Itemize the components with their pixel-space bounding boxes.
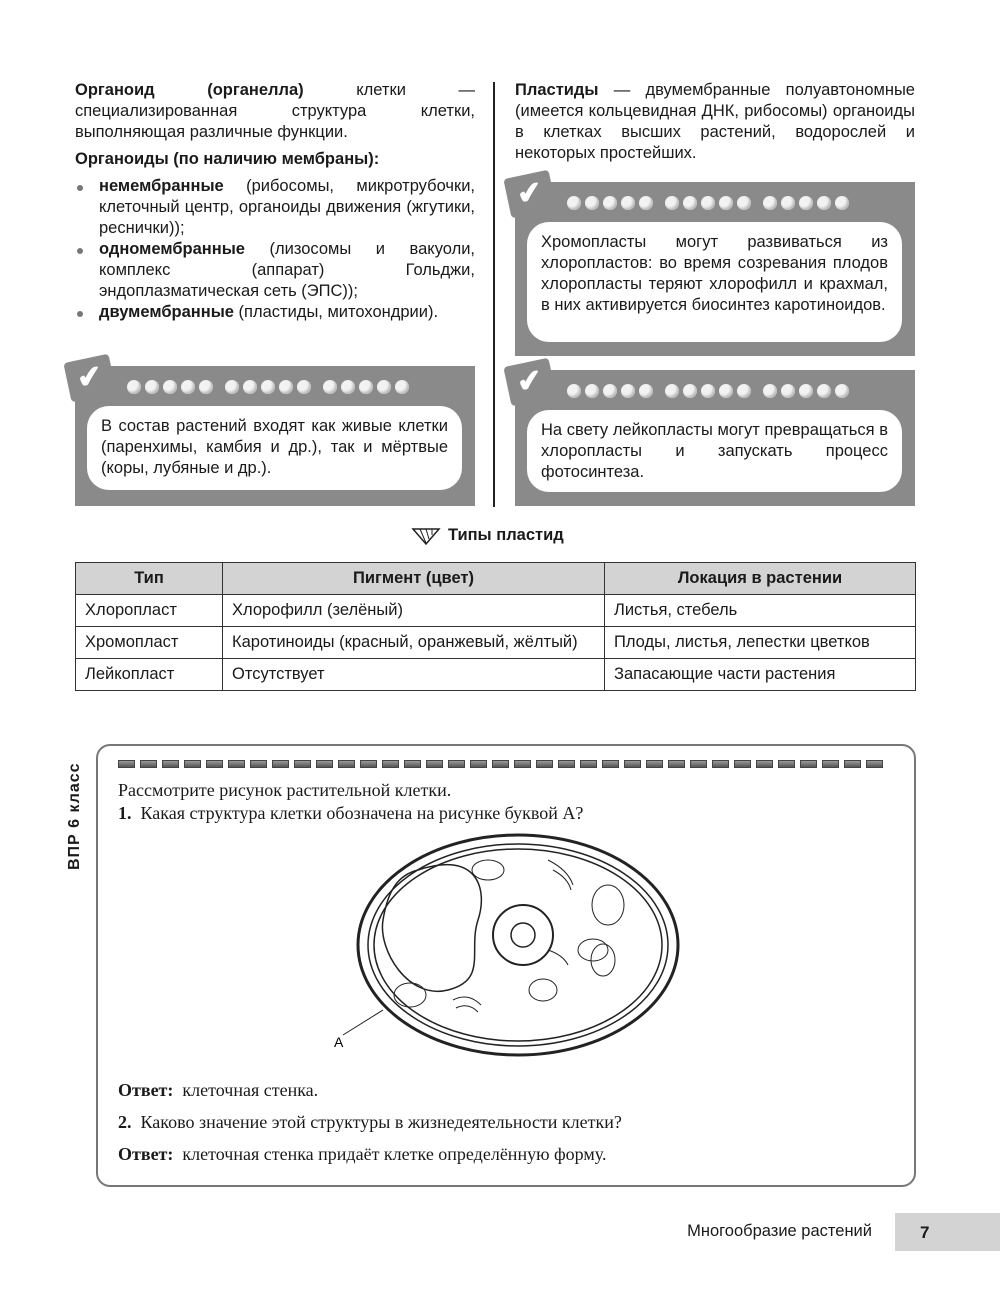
bar-mark xyxy=(250,760,267,768)
bar-mark xyxy=(646,760,663,768)
bar-mark xyxy=(184,760,201,768)
item-text: (рибосомы, микротрубочки, клеточный центр, органоиды движения (жгутики, реснички)); xyxy=(99,177,475,237)
dots-decoration xyxy=(567,384,849,398)
note-box-chromoplasts xyxy=(514,175,915,356)
question-number: 2. xyxy=(118,1112,132,1132)
bar-mark xyxy=(294,760,311,768)
bar-mark xyxy=(206,760,223,768)
question-text: Какая структура клетки обозначена на рисунке буквой А? xyxy=(140,803,584,823)
answer-1 xyxy=(118,1080,318,1101)
answer-text: клеточная стенка. xyxy=(182,1080,319,1100)
item-term: одномембранные xyxy=(99,240,245,258)
header-cell: Тип xyxy=(76,563,223,595)
table-row xyxy=(76,595,916,627)
bar-mark xyxy=(866,760,883,768)
page-number: 7 xyxy=(895,1213,1000,1251)
task-intro: Рассмотрите рисунок растительной клетки. xyxy=(118,780,452,800)
dots-decoration xyxy=(567,196,849,210)
column-divider xyxy=(493,82,495,507)
cell: Отсутствует xyxy=(223,659,605,691)
question-1 xyxy=(118,803,583,824)
term: Пластиды xyxy=(515,81,599,99)
answer-2 xyxy=(118,1144,607,1165)
bar-mark xyxy=(228,760,245,768)
task-box xyxy=(96,744,916,1187)
item-text: (пластиды, митохондрии). xyxy=(233,303,439,321)
note-text: В состав растений входят как живые клетки (паренхимы, камбия и др.), так и мёртвые (коры, лубяные и др.). xyxy=(87,406,462,490)
bar-mark xyxy=(580,760,597,768)
list-item xyxy=(75,239,475,302)
right-column xyxy=(515,80,915,170)
header-cell: Пигмент (цвет) xyxy=(223,563,605,595)
bar-mark xyxy=(140,760,157,768)
definition: — двумембранные полуавтономные (имеется кольцевидная ДНК, рибосомы) органоиды в клетках высших растений, водорослей и некоторых простейших. xyxy=(515,81,915,162)
checkmark-icon: ✔ xyxy=(514,175,545,212)
bar-mark xyxy=(734,760,751,768)
question-2 xyxy=(118,1112,622,1133)
left-column xyxy=(75,80,475,323)
checkmark-icon: ✔ xyxy=(74,359,105,396)
cell: Плоды, листья, лепестки цветков xyxy=(605,627,916,659)
cell: Хромопласт xyxy=(76,627,223,659)
question-text: Каково значение этой структуры в жизнедеятельности клетки? xyxy=(140,1112,622,1132)
bar-mark xyxy=(822,760,839,768)
bar-mark xyxy=(514,760,531,768)
bar-mark xyxy=(272,760,289,768)
organoid-list xyxy=(75,176,475,323)
item-text: (лизосомы и вакуоли, комплекс (аппарат) Гольджи, эндоплазматическая сеть (ЭПС)); xyxy=(99,240,475,300)
question-number: 1. xyxy=(118,803,132,823)
bar-mark xyxy=(800,760,817,768)
bar-mark xyxy=(426,760,443,768)
bar-mark xyxy=(844,760,861,768)
cell: Каротиноиды (красный, оранжевый, жёлтый) xyxy=(223,627,605,659)
answer-label: Ответ: xyxy=(118,1080,174,1100)
note-box-leucoplasts xyxy=(514,363,915,506)
bar-mark xyxy=(360,760,377,768)
bar-mark xyxy=(492,760,509,768)
table-title xyxy=(412,526,564,545)
bar-mark xyxy=(162,760,179,768)
item-term: немембранные xyxy=(99,177,224,195)
bar-mark xyxy=(690,760,707,768)
triangle-icon xyxy=(412,527,440,545)
note-text: Хромопласты могут развиваться из хлоропластов: во время созревания плодов хлоропласты теряют хлорофилл и крахмал, в них активируется биосинтез каротиноидов. xyxy=(527,222,902,342)
checkmark-icon: ✔ xyxy=(514,363,545,400)
table-header-row xyxy=(76,563,916,595)
table-title-text: Типы пластид xyxy=(448,526,564,544)
plant-cell-figure xyxy=(334,830,678,1060)
bars-decoration xyxy=(118,760,883,768)
side-label: ВПР 6 класс xyxy=(66,762,83,870)
list-item xyxy=(75,302,475,323)
bar-mark xyxy=(316,760,333,768)
bar-mark xyxy=(712,760,729,768)
bar-mark xyxy=(382,760,399,768)
bar-mark xyxy=(404,760,421,768)
cell: Запасающие части растения xyxy=(605,659,916,691)
list-title: Органоиды (по наличию мембраны): xyxy=(75,150,380,168)
answer-label: Ответ: xyxy=(118,1144,174,1164)
cell: Листья, стебель xyxy=(605,595,916,627)
bar-mark xyxy=(118,760,135,768)
bar-mark xyxy=(558,760,575,768)
bar-mark xyxy=(756,760,773,768)
bar-mark xyxy=(470,760,487,768)
cell: Хлорофилл (зелёный) xyxy=(223,595,605,627)
note-box-plants xyxy=(74,359,475,506)
note-text: На свету лейкопласты могут превращаться в хлоропласты и запускать процесс фотосинтеза. xyxy=(527,410,902,492)
dots-decoration xyxy=(127,380,409,394)
table-row xyxy=(76,659,916,691)
cell: Хлоропласт xyxy=(76,595,223,627)
bar-mark xyxy=(624,760,641,768)
label-a: А xyxy=(334,1034,344,1050)
bar-mark xyxy=(778,760,795,768)
answer-text: клеточная стенка придаёт клетке определённую форму. xyxy=(182,1144,607,1164)
bar-mark xyxy=(536,760,553,768)
definition: клетки — специализированная структура клетки, выполняющая различные функции. xyxy=(75,81,475,141)
bar-mark xyxy=(602,760,619,768)
bar-mark xyxy=(668,760,685,768)
list-item xyxy=(75,176,475,239)
term: Органоид (органелла) xyxy=(75,81,304,99)
bar-mark xyxy=(448,760,465,768)
item-term: двумембранные xyxy=(99,303,234,321)
section-name: Многообразие растений xyxy=(687,1222,872,1240)
header-cell: Локация в растении xyxy=(605,563,916,595)
cell: Лейкопласт xyxy=(76,659,223,691)
table-row xyxy=(76,627,916,659)
bar-mark xyxy=(338,760,355,768)
plastids-table xyxy=(75,562,916,691)
